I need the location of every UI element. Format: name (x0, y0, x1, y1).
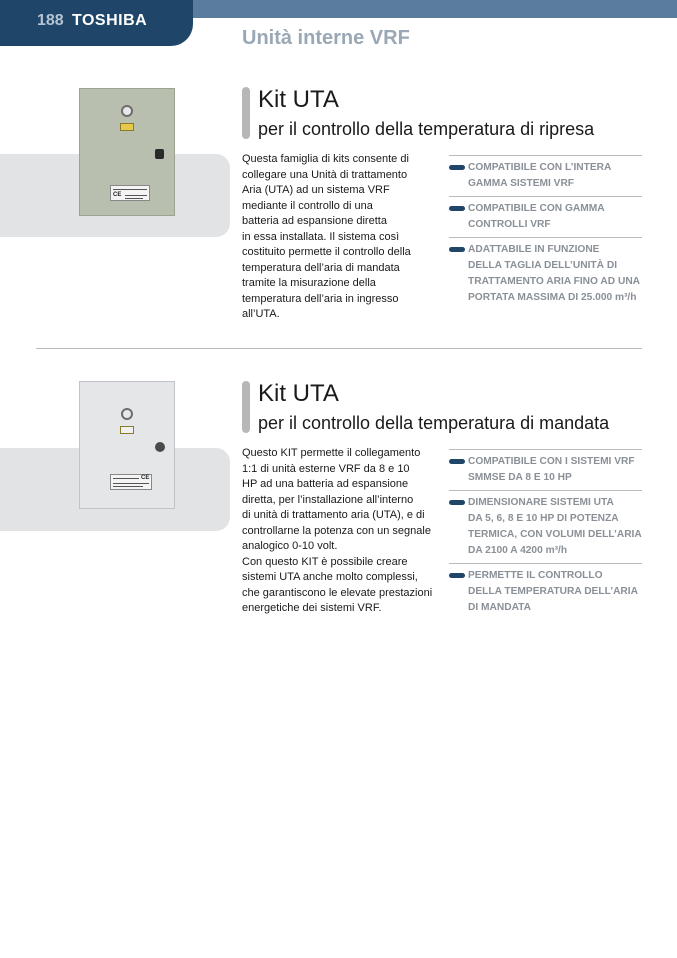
bullet-icon (449, 206, 465, 211)
description-line: Con questo KIT è possibile creare (242, 555, 408, 568)
description-line: energetiche dei sistemi VRF. (242, 602, 382, 614)
feature-item: COMPATIBILE CON L’INTERA GAMMA SISTEMI VRF (449, 155, 642, 196)
product-subtitle: per il controllo della temperatura di ripresa (258, 119, 595, 139)
description-line: HP ad una batteria ad espansione (242, 478, 409, 490)
description-line: Aria (UTA) ad un sistema VRF (242, 184, 390, 196)
feature-item: PERMETTE IL CONTROLLO DELLA TEMPERATURA DELL’ARIA DI MANDATA (449, 563, 642, 620)
feature-list (449, 449, 642, 620)
feature-item: ADATTABILE IN FUNZIONE DELLA TAGLIA DELL’UNITÀ DI TRATTAMENTO ARIA FINO AD UNA PORTATA MASSIMA DI 25.000 m³/h (449, 237, 642, 310)
gauge-icon (121, 408, 133, 420)
section-title: Unità interne VRF (242, 27, 410, 49)
description-line: Questa famiglia di kits consente di (242, 153, 409, 165)
description-line: batteria ad espansione diretta (242, 215, 387, 227)
feature-item: COMPATIBILE CON GAMMA CONTROLLI VRF (449, 196, 642, 237)
description-line: diretta, per l’installazione all’interno (242, 493, 414, 506)
brand-logo: TOSHIBA (72, 12, 148, 29)
description-line: all’UTA. (242, 308, 280, 320)
nameplate-icon: CE (110, 474, 152, 490)
gauge-icon (121, 105, 133, 117)
bullet-icon (449, 573, 465, 578)
description-line: Questo KIT permette il collegamento (242, 447, 421, 459)
title-accent-bar (242, 381, 250, 433)
header-notch (193, 18, 207, 32)
description-line: controllarne la potenza con un segnale (242, 524, 431, 537)
product-description (242, 152, 442, 323)
feature-item: COMPATIBILE CON I SISTEMI VRF SMMSE DA 8 E 10 HP (449, 449, 642, 490)
product-subtitle: per il controllo della temperatura di mandata (258, 413, 610, 433)
description-line: costituito permette il controllo della (242, 246, 411, 258)
label-icon (120, 426, 134, 434)
section-divider (36, 348, 642, 349)
product-image-1 (79, 88, 175, 216)
bullet-icon (449, 500, 465, 505)
product-title: Kit UTA (258, 380, 339, 407)
feature-item: DIMENSIONARE SISTEMI UTA DA 5, 6, 8 E 10 HP DI POTENZA TERMICA, CON VOLUMI DELL’ARIA DA 2100 A 4200 m³/h (449, 490, 642, 563)
nameplate-icon: CE (110, 185, 150, 201)
description-line: in essa installata. Il sistema così (242, 230, 400, 243)
lock-knob-icon (155, 149, 164, 159)
product-title: Kit UTA (258, 86, 339, 113)
description-line: analogico 0-10 volt. (242, 540, 338, 552)
bullet-icon (449, 165, 465, 170)
bullet-icon (449, 459, 465, 464)
product-description (242, 446, 442, 617)
product-image-2 (79, 381, 175, 509)
description-line: di unità di trattamento aria (UTA), e di (242, 509, 425, 521)
bullet-icon (449, 247, 465, 252)
description-line: che garantiscono le elevate prestazioni (242, 586, 433, 599)
description-line: temperatura dell’aria di mandata (242, 261, 400, 274)
description-line: sistemi UTA anche molto complessi, (242, 571, 418, 583)
description-line: tramite la misurazione della (242, 277, 376, 289)
description-line: temperatura dell’aria in ingresso (242, 292, 399, 305)
page-number: 188 (37, 12, 64, 29)
title-accent-bar (242, 87, 250, 139)
description-line: collegare una Unità di trattamento (242, 168, 408, 181)
warning-label-icon (120, 123, 134, 131)
feature-list (449, 155, 642, 310)
description-line: mediante il controllo di una (242, 199, 373, 212)
description-line: 1:1 di unità esterne VRF da 8 e 10 (242, 462, 410, 475)
lock-knob-icon (155, 442, 165, 452)
